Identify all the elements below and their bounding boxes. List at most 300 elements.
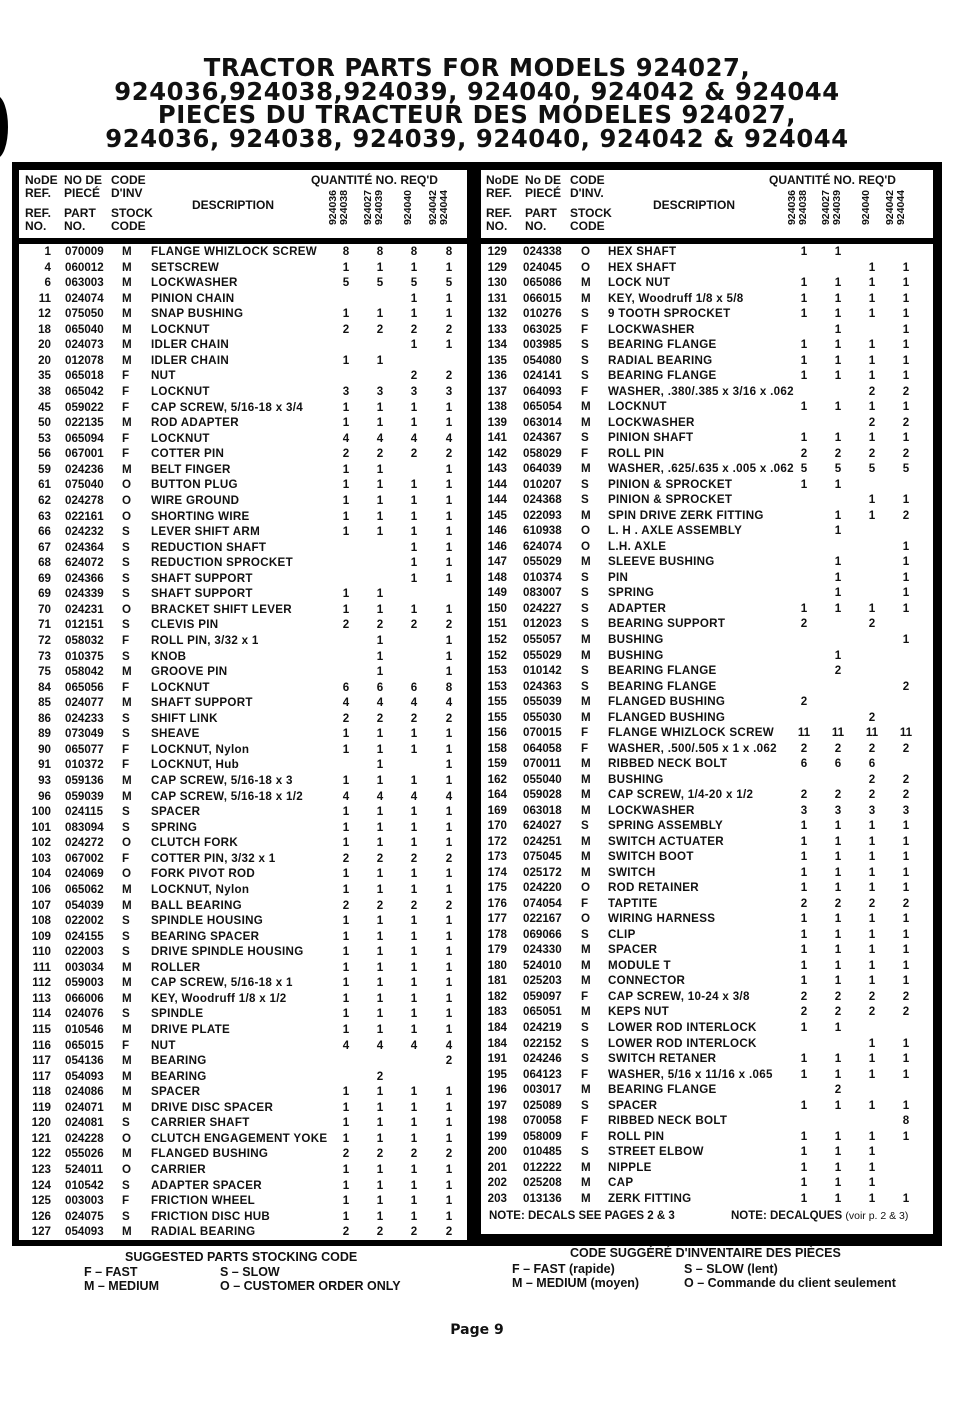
quantity-cell: 2: [376, 711, 384, 725]
description: PINION SHAFT: [608, 431, 694, 445]
table-row: [19, 1131, 467, 1147]
quantity-cell: 1: [445, 976, 453, 990]
hdr-ref-en-1: REF.: [486, 206, 513, 220]
quantity-cell: 2: [410, 851, 418, 865]
description: ROD ADAPTER: [151, 416, 239, 430]
part-no: 059039: [65, 789, 104, 803]
table-row: [19, 1006, 467, 1022]
ref-no: 73: [38, 649, 51, 663]
quantity-cell: 1: [902, 493, 910, 507]
table-row: [481, 1160, 933, 1176]
ref-no: 115: [32, 1023, 51, 1036]
part-no: 065077: [65, 742, 104, 756]
quantity-cell: 2: [410, 711, 418, 725]
left-table-header: [19, 170, 467, 238]
ref-no: 117: [32, 1054, 51, 1068]
part-no: 059022: [65, 400, 104, 414]
ref-no: 133: [487, 322, 507, 336]
stock-code: M: [122, 1225, 132, 1239]
table-row: [19, 804, 467, 820]
part-no: 069066: [523, 927, 562, 941]
quantity-cell: 2: [445, 369, 453, 383]
table-row: [19, 866, 467, 882]
ref-no: 71: [38, 618, 51, 632]
part-no: 003003: [65, 1194, 104, 1208]
part-no: 010542: [65, 1178, 104, 1192]
table-row: [481, 384, 933, 400]
table-row: [481, 1036, 933, 1052]
description: COTTER PIN: [151, 447, 225, 461]
stock-code: S: [581, 1036, 589, 1050]
table-row: [19, 524, 467, 540]
ref-no: 203: [487, 1191, 507, 1205]
description: SPRING: [608, 586, 655, 600]
table-row: [19, 851, 467, 867]
stock-code: S: [581, 431, 589, 445]
part-no: 010142: [523, 664, 562, 678]
quantity-cell: 1: [800, 819, 808, 833]
quantity-cell: 4: [342, 696, 350, 710]
description: DRIVE PLATE: [151, 1023, 231, 1036]
quantity-cell: 1: [800, 245, 808, 258]
ref-no: 129: [487, 245, 507, 258]
ref-no: 67: [38, 540, 51, 554]
hdr-model: 924040: [860, 190, 872, 226]
quantity-cell: 1: [342, 478, 350, 492]
stock-code: M: [122, 276, 132, 290]
stock-code: M: [122, 1085, 132, 1099]
stock-code: M: [122, 416, 132, 430]
description: KEY, Woodruff 1/8 x 1/2: [151, 991, 287, 1005]
ref-no: 91: [38, 758, 51, 772]
stock-code: O: [581, 245, 591, 258]
note-fr-prefix: NOTE: DECALQUES: [731, 1210, 846, 1222]
description: TAPTITE: [608, 896, 658, 910]
quantity-cell: 2: [376, 898, 384, 912]
quantity-cell: 1: [800, 865, 808, 879]
stock-code: S: [122, 1007, 130, 1021]
quantity-cell: 1: [445, 478, 453, 492]
quantity-cell: 1: [376, 478, 384, 492]
part-no: 063018: [523, 803, 562, 817]
quantity-cell: 1: [445, 525, 453, 539]
table-row: [19, 400, 467, 416]
description: SPACER: [608, 1098, 658, 1112]
quantity-cell: 1: [410, 836, 418, 850]
table-row: [19, 1022, 467, 1038]
ref-no: 35: [38, 369, 51, 383]
legend-medium: M – MEDIUM (moyen): [512, 1276, 640, 1290]
stock-code: M: [581, 772, 591, 786]
description: BEARING FLANGE: [608, 664, 717, 678]
description: FRICTION DISC HUB: [151, 1209, 271, 1223]
quantity-cell: 1: [410, 914, 418, 928]
description: CLUTCH ENGAGEMENT YOKE: [151, 1131, 328, 1145]
quantity-cell: 1: [834, 291, 842, 305]
part-no: 024251: [523, 834, 562, 848]
part-no: 063025: [523, 322, 562, 336]
quantity-cell: 1: [868, 958, 876, 972]
ref-no: 89: [38, 727, 51, 741]
table-row: [19, 540, 467, 556]
description: BEARING FLANGE: [608, 1083, 717, 1097]
stock-code: S: [581, 369, 589, 383]
quantity-cell: 1: [342, 353, 350, 367]
quantity-cell: 1: [445, 882, 453, 896]
quantity-cell: 1: [342, 602, 350, 616]
description: BUSHING: [608, 648, 664, 662]
ref-no: 137: [487, 384, 507, 398]
quantity-cell: 1: [834, 307, 842, 321]
quantity-cell: 3: [868, 803, 876, 817]
table-row: [481, 539, 933, 555]
part-no: 083007: [523, 586, 562, 600]
description: SPINDLE: [151, 1007, 204, 1021]
table-row: [19, 1162, 467, 1178]
table-row: [19, 975, 467, 991]
table-row: [481, 989, 933, 1005]
quantity-cell: 1: [410, 1100, 418, 1114]
stock-code: S: [122, 649, 130, 663]
quantity-cell: 1: [342, 1085, 350, 1099]
quantity-cell: 2: [445, 898, 453, 912]
quantity-cell: 4: [410, 789, 418, 803]
description: CAP SCREW, 5/16-18 x 1/2: [151, 789, 303, 803]
description: BEARING SUPPORT: [608, 617, 726, 631]
description: L.H. AXLE: [608, 539, 667, 553]
ref-no: 135: [487, 353, 507, 367]
quantity-cell: 1: [376, 1116, 384, 1130]
table-row: [481, 849, 933, 865]
quantity-cell: 1: [834, 508, 842, 522]
ref-no: 136: [487, 369, 507, 383]
part-no: 624074: [523, 539, 562, 553]
description: MODULE T: [608, 958, 671, 972]
stock-code: F: [122, 742, 130, 756]
quantity-cell: 2: [445, 851, 453, 865]
right-table-body: [481, 244, 933, 1234]
part-no: 058032: [65, 634, 104, 647]
quantity-cell: 1: [445, 914, 453, 928]
hdr-code-fr-1: CODE: [570, 173, 605, 187]
description: CAP SCREW, 5/16-18 x 1: [151, 976, 293, 990]
quantity-cell: 1: [376, 416, 384, 430]
quantity-cell: 1: [342, 1007, 350, 1021]
table-row: [481, 306, 933, 322]
description: BELT FINGER: [151, 462, 231, 476]
stock-code: S: [122, 525, 130, 539]
description: L. H . AXLE ASSEMBLY: [608, 524, 743, 538]
quantity-cell: 1: [376, 774, 384, 788]
quantity-cell: 2: [445, 447, 453, 461]
stock-code: M: [122, 960, 132, 974]
quantity-cell: 2: [868, 896, 876, 910]
ref-no: 107: [31, 898, 51, 912]
quantity-cell: 1: [800, 1052, 808, 1066]
quantity-cell: 1: [342, 260, 350, 274]
stock-code: M: [581, 850, 591, 864]
quantity-cell: 5: [410, 276, 418, 290]
quantity-cell: 4: [410, 696, 418, 710]
part-no: 022093: [523, 508, 562, 522]
quantity-cell: 6: [834, 757, 842, 771]
stock-code: S: [581, 664, 589, 678]
table-row: [19, 680, 467, 696]
ref-no: 123: [31, 1163, 51, 1177]
quantity-cell: 2: [902, 772, 910, 786]
ref-no: 62: [38, 493, 51, 507]
description: CAP SCREW, 5/16-18 x 3/4: [151, 400, 303, 414]
quantity-cell: 5: [800, 462, 808, 476]
quantity-cell: 1: [376, 665, 384, 679]
hdr-code-en-1: STOCK: [111, 206, 153, 220]
ref-no: 176: [487, 896, 507, 910]
quantity-cell: 1: [868, 881, 876, 895]
quantity-cell: 1: [410, 976, 418, 990]
quantity-cell: 2: [410, 447, 418, 461]
quantity-cell: 2: [342, 447, 350, 461]
ref-no: 68: [38, 556, 51, 570]
table-row: [481, 632, 933, 648]
quantity-cell: 1: [376, 960, 384, 974]
quantity-cell: 2: [410, 1147, 418, 1161]
quantity-cell: 1: [376, 634, 384, 647]
parts-table-frame: [12, 162, 942, 1246]
quantity-cell: 4: [445, 1038, 453, 1052]
table-row: [481, 368, 933, 384]
quantity-cell: 1: [902, 570, 910, 584]
quantity-cell: 1: [868, 927, 876, 941]
table-row: [19, 1053, 467, 1069]
part-no: 022152: [523, 1036, 562, 1050]
quantity-cell: 1: [410, 960, 418, 974]
description: CLEVIS PIN: [151, 618, 219, 632]
quantity-cell: 8: [902, 1114, 910, 1128]
part-no: 024077: [65, 696, 104, 710]
description: LOCKWASHER: [608, 322, 695, 336]
hdr-model: 924044: [895, 190, 907, 226]
quantity-cell: 1: [445, 260, 453, 274]
quantity-cell: 2: [834, 446, 842, 460]
table-row: [481, 710, 933, 726]
stock-code: M: [581, 400, 591, 414]
stock-code: M: [122, 1100, 132, 1114]
stock-code: M: [581, 462, 591, 476]
note-decals-en: NOTE: DECALS SEE PAGES 2 & 3: [489, 1210, 675, 1222]
stock-code: O: [581, 912, 591, 926]
stock-code: M: [581, 974, 591, 988]
quantity-cell: 1: [445, 416, 453, 430]
table-row: [19, 664, 467, 680]
ref-no: 174: [487, 865, 507, 879]
quantity-cell: 1: [342, 945, 350, 959]
quantity-cell: 1: [410, 416, 418, 430]
quantity-cell: 1: [342, 462, 350, 476]
legend-customer-order: O – CUSTOMER ORDER ONLY: [220, 1279, 401, 1293]
table-row: [19, 353, 467, 369]
quantity-cell: 1: [834, 943, 842, 957]
quantity-cell: 1: [868, 1067, 876, 1081]
table-row: [19, 835, 467, 851]
quantity-cell: 1: [800, 369, 808, 383]
ref-no: 151: [487, 617, 507, 631]
part-no: 070011: [523, 757, 562, 771]
stock-code: S: [122, 618, 130, 632]
description: KEY, Woodruff 1/8 x 5/8: [608, 291, 744, 305]
part-no: 010374: [523, 570, 562, 584]
quantity-cell: 1: [410, 478, 418, 492]
part-no: 024228: [65, 1131, 104, 1145]
stock-code: F: [122, 680, 130, 694]
quantity-cell: 1: [410, 727, 418, 741]
quantity-cell: 2: [445, 1054, 453, 1068]
stock-code: M: [581, 1083, 591, 1097]
quantity-cell: 1: [445, 945, 453, 959]
ref-no: 111: [32, 960, 51, 974]
quantity-cell: 1: [445, 1178, 453, 1192]
quantity-cell: 1: [868, 260, 876, 274]
ref-no: 172: [487, 834, 507, 848]
table-row: [481, 942, 933, 958]
quantity-cell: 1: [342, 1023, 350, 1036]
quantity-cell: 3: [834, 803, 842, 817]
stock-code: S: [122, 805, 130, 819]
part-no: 063014: [523, 415, 562, 429]
quantity-cell: 1: [445, 774, 453, 788]
quantity-cell: 2: [800, 695, 808, 709]
hdr-ref-fr-2: REF.: [25, 186, 52, 200]
quantity-cell: 1: [445, 805, 453, 819]
description: IDLER CHAIN: [151, 353, 230, 367]
hdr-part-fr-2: PIECÉ: [64, 186, 101, 200]
table-row: [481, 911, 933, 927]
stock-code: F: [122, 1038, 130, 1052]
ref-no: 148: [487, 570, 507, 584]
part-no: 066015: [523, 291, 562, 305]
stock-code: M: [581, 788, 591, 802]
quantity-cell: 5: [376, 276, 384, 290]
table-row: [481, 772, 933, 788]
part-no: 012023: [523, 617, 562, 631]
table-row: [19, 1115, 467, 1131]
page-title: [14, 53, 939, 153]
table-row: [19, 337, 467, 353]
table-row: [481, 275, 933, 291]
part-no: 024339: [65, 587, 104, 601]
quantity-cell: 1: [800, 1176, 808, 1190]
table-row: [481, 415, 933, 431]
quantity-cell: 1: [902, 881, 910, 895]
stock-code: F: [122, 400, 130, 414]
stock-code: M: [122, 976, 132, 990]
quantity-cell: 2: [445, 322, 453, 336]
hdr-code-fr-1: CODE: [111, 173, 146, 187]
hdr-ref-fr-2: REF.: [486, 186, 513, 200]
stock-code: S: [581, 679, 589, 693]
quantity-cell: 4: [445, 696, 453, 710]
quantity-cell: 1: [902, 601, 910, 615]
table-row: [19, 415, 467, 431]
part-no: 024330: [523, 943, 562, 957]
description: BEARING: [151, 1069, 207, 1083]
quantity-cell: 4: [445, 431, 453, 445]
quantity-cell: 1: [902, 353, 910, 367]
stock-code: S: [581, 1145, 589, 1159]
ref-no: 153: [487, 679, 507, 693]
quantity-cell: 1: [445, 1131, 453, 1145]
part-no: 024368: [523, 493, 562, 507]
quantity-cell: 1: [410, 1131, 418, 1145]
table-row: [19, 602, 467, 618]
part-no: 083094: [65, 820, 104, 834]
table-row: [481, 523, 933, 539]
part-no: 025208: [523, 1176, 562, 1190]
quantity-cell: 4: [342, 789, 350, 803]
table-row: [481, 958, 933, 974]
quantity-cell: 2: [800, 788, 808, 802]
ref-no: 170: [487, 819, 507, 833]
stock-code: S: [581, 1052, 589, 1066]
quantity-cell: 1: [834, 974, 842, 988]
description: BRACKET SHIFT LEVER: [151, 602, 292, 616]
description: FLANGED BUSHING: [608, 695, 726, 709]
stock-code: M: [122, 245, 132, 258]
quantity-cell: 1: [868, 338, 876, 352]
quantity-cell: 2: [800, 617, 808, 631]
quantity-cell: 1: [902, 431, 910, 445]
quantity-cell: 1: [902, 322, 910, 336]
quantity-cell: 6: [342, 680, 350, 694]
quantity-cell: 1: [410, 805, 418, 819]
ref-no: 152: [487, 633, 507, 646]
description: RIBBED NECK BOLT: [608, 757, 728, 771]
ref-no: 12: [38, 307, 51, 321]
stock-code: M: [581, 710, 591, 724]
quantity-cell: 11: [865, 726, 879, 740]
ref-no: 112: [32, 976, 51, 990]
quantity-cell: 2: [376, 322, 384, 336]
part-no: 024141: [523, 369, 562, 383]
quantity-cell: 1: [902, 338, 910, 352]
stock-code: F: [581, 989, 589, 1003]
quantity-cell: 1: [868, 369, 876, 383]
description: ROLL PIN: [608, 446, 665, 460]
table-row: [19, 991, 467, 1007]
ref-no: 125: [31, 1194, 51, 1208]
ref-no: 179: [487, 943, 507, 957]
ref-no: 69: [38, 571, 51, 585]
part-no: 055040: [523, 772, 562, 786]
stock-code: M: [581, 803, 591, 817]
ref-no: 155: [487, 695, 507, 709]
stock-code: F: [122, 634, 130, 647]
quantity-cell: 2: [834, 664, 842, 678]
ref-no: 129: [487, 260, 507, 274]
quantity-cell: 1: [342, 307, 350, 321]
quantity-cell: 1: [376, 836, 384, 850]
quantity-cell: 1: [834, 353, 842, 367]
table-row: [481, 446, 933, 462]
ref-no: 144: [487, 477, 507, 491]
quantity-cell: 2: [902, 1005, 910, 1019]
table-row: [481, 260, 933, 276]
part-no: 075045: [523, 850, 562, 864]
ref-no: 70: [38, 602, 51, 616]
quantity-cell: 5: [868, 462, 876, 476]
table-row: [19, 1178, 467, 1194]
hdr-model: 924042: [884, 190, 896, 226]
part-no: 058009: [523, 1129, 562, 1143]
